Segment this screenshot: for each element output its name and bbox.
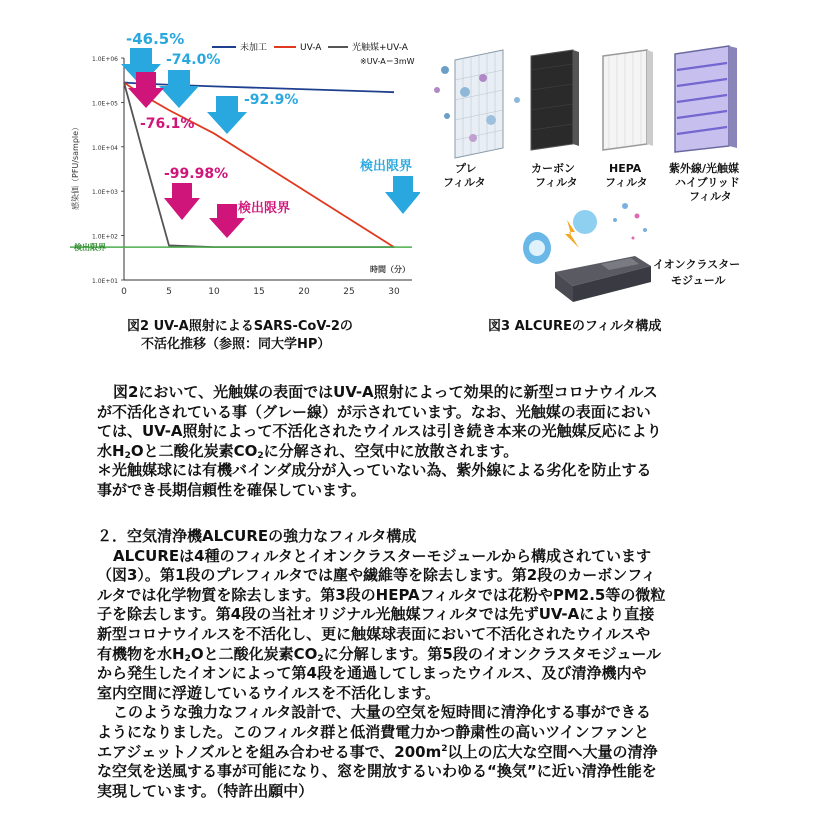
text-line: ようになりました。このフィルタ群と低消費電力かつ静粛性の高いツインファンと [97, 722, 650, 741]
detection-limit-label: 検出限界 [74, 243, 106, 253]
pre-filter-image [434, 50, 520, 158]
text-line: ては、UV-A照射によって不活化されたウイルスは引き続き本来の光触媒反応により [97, 422, 662, 441]
text-line: 子を除去します。第4段の当社オリジナル光触媒フィルタでは先ずUV-Aにより直接 [97, 605, 655, 624]
hepa-filter-label-1: HEPA [609, 162, 642, 175]
ion-module-label-1: イオンクラスター [653, 258, 741, 271]
y-tick-label: 1.0E+04 [92, 144, 118, 152]
carbon-filter-label-1: カーボン [531, 162, 575, 175]
callout-76-1: -76.1% [140, 116, 195, 132]
text-line: このような強力なフィルタ設計で、大量の空気を短時間に清浄化する事ができる [113, 703, 651, 722]
chart-legend [212, 41, 415, 66]
text-line: から発生したイオンによって第4段を通過してしまったウイルス、及び清浄機内や [97, 664, 647, 683]
filter-structure-figure [425, 20, 830, 320]
inactivation-chart [60, 20, 420, 320]
arrow-92-9 [207, 96, 247, 134]
callout-46-5: -46.5% [126, 30, 185, 48]
uv-photocatalyst-filter-image [675, 46, 737, 152]
text-line: 実現しています。（特許出願中） [97, 781, 314, 800]
callout-detection-limit-blue: 検出限界 [360, 159, 413, 174]
y-tick-label: 1.0E+05 [92, 100, 118, 108]
arrow-detection-limit-blue [385, 176, 420, 214]
text-line: ＊光触媒球には有機バインダ成分が入っていない為、紫外線による劣化を防止する [97, 461, 652, 480]
arrow-99-98 [164, 183, 200, 220]
y-tick-label: 1.0E+06 [92, 56, 118, 63]
text-line: 水$H_2O$と二酸化炭素$CO_2$に分解され、空気中に放散されます。 [97, 441, 519, 461]
x-axis-label: 時間（分） [370, 265, 410, 274]
section-title: ２．空気清浄機ALCUREの強力なフィルタ構成 [97, 527, 417, 545]
text-line: ALCUREは4種のフィルタとイオンクラスターモジュールから構成されています [113, 546, 651, 565]
text-line: 図2において、光触媒の表面ではUV-A照射によって効果的に新型コロナウイルス [113, 383, 658, 401]
uv-filter-label-1: 紫外線/光触媒 [669, 162, 740, 175]
legend-note: ※UV-A＝3mW [360, 57, 415, 66]
section-2 [97, 527, 757, 801]
ion-module-label-2: モジュール [671, 274, 726, 287]
text-line: 有機物を水$H_2O$と二酸化炭素$CO_2$に分解します。第5段のイオンクラスタモジュール [97, 644, 662, 664]
callout-92-9: -92.9% [244, 92, 299, 108]
text-line: （図3）。第1段のプレフィルタでは塵や繊維等を除去します。第2段のカーボンフィ [97, 566, 657, 585]
figure2-caption-line1: 図2 UV-A照射によるSARS-CoV-2の [127, 319, 353, 334]
x-tick-label: 15 [253, 287, 265, 297]
text-line: エアジェットノズルとを組み合わせる事で、$200m^2$以上の広大な空間へ大量の清浄 [97, 742, 658, 761]
hepa-filter-label-2: フィルタ [605, 176, 648, 189]
x-tick-label: 30 [388, 287, 400, 297]
x-tick-label: 10 [208, 287, 220, 297]
legend-photocatalyst: 光触媒+UV-A [352, 43, 408, 53]
y-tick-label: 1.0E+02 [92, 233, 118, 241]
text-line: ルタでは化学物質を除去します。第3段のHEPAフィルタでは花粉やPM2.5等の微粒 [97, 585, 666, 604]
arrow-74-0 [159, 70, 199, 108]
figure2-caption [127, 318, 427, 354]
carbon-filter-image [531, 50, 579, 150]
text-line: 室内空間に浮遊しているウイルスを不活化します。 [97, 683, 440, 702]
explanation-paragraph [97, 383, 757, 501]
text-line: 新型コロナウイルスを不活化し、更に触媒球表面において不活化されたウイルスや [97, 624, 651, 643]
text-line: 事ができ長期信頼性を確保しています。 [97, 480, 366, 499]
figure3-caption: 図3 ALCUREのフィルタ構成 [488, 319, 662, 334]
text-line: が不活化されている事（グレー線）が示されています。なお、光触媒の表面におい [97, 402, 651, 421]
callout-detection-limit-magenta: 検出限界 [238, 201, 291, 216]
x-tick-label: 20 [298, 287, 310, 297]
legend-untreated: 未加工 [240, 43, 268, 53]
hepa-filter-image [603, 50, 653, 150]
legend-uva: UV-A [300, 43, 322, 53]
y-tick-label: 1.0E+01 [92, 278, 118, 285]
carbon-filter-label-2: フィルタ [535, 176, 578, 189]
x-tick-label: 5 [166, 287, 172, 297]
pre-filter-label-1: プレ [455, 162, 477, 175]
uv-filter-label-3: フィルタ [689, 190, 732, 203]
x-tick-label: 25 [343, 287, 355, 297]
text-line: な空気を送風する事が可能になり、窓を開放するいわゆる“換気”に近い清浄性能を [97, 762, 657, 781]
ion-cluster-module-image [523, 203, 651, 302]
callout-74-0: -74.0% [166, 52, 221, 68]
pre-filter-label-2: フィルタ [443, 176, 486, 189]
uv-filter-label-2: ハイブリッド [675, 176, 740, 189]
x-tick-label: 0 [121, 287, 127, 297]
figure2-caption-line2: 不活化推移（参照：同大学HP） [141, 337, 331, 352]
y-axis-label: 感染価（PFU/sample） [71, 122, 80, 210]
callout-99-98: -99.98% [164, 166, 229, 182]
y-tick-label: 1.0E+03 [92, 189, 118, 197]
